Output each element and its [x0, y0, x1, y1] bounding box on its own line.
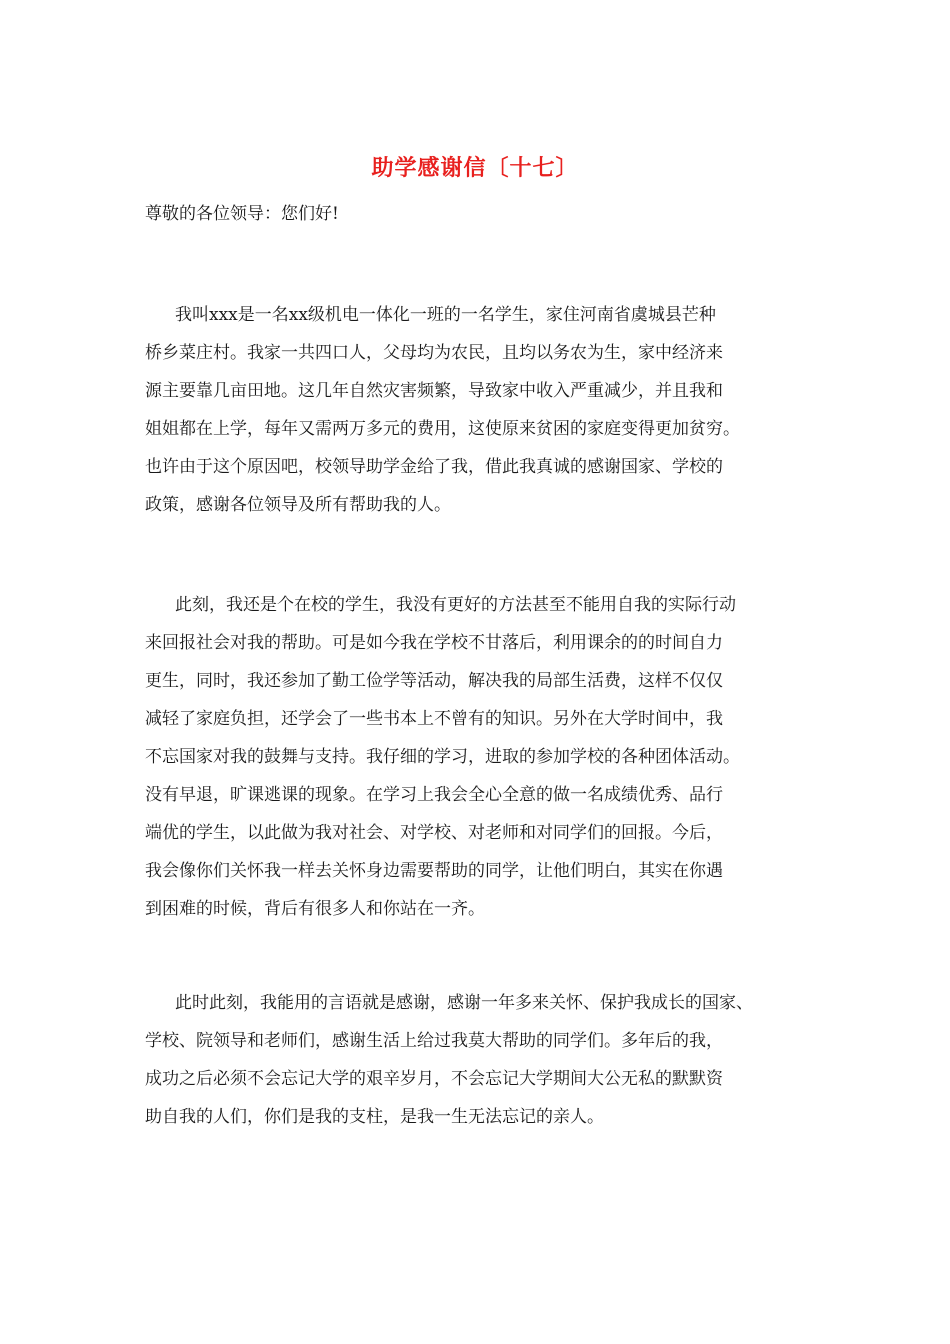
paragraph-line: 来回报社会对我的帮助。可是如今我在学校不甘落后，利用课余的的时间自力: [145, 633, 723, 653]
paragraph-line: 我叫xxx是一名xx级机电一体化一班的一名学生，家住河南省虞城县芒种: [175, 305, 716, 325]
paragraph-line: 也许由于这个原因吧，校领导助学金给了我，借此我真诚的感谢国家、学校的: [145, 457, 723, 477]
paragraph-line: 不忘国家对我的鼓舞与支持。我仔细的学习，进取的参加学校的各种团体活动。: [145, 747, 740, 767]
paragraph-2: [145, 591, 845, 933]
paragraph-line: 政策，感谢各位领导及所有帮助我的人。: [145, 495, 451, 515]
paragraph-line: 更生，同时，我还参加了勤工俭学等活动，解决我的局部生活费，这样不仅仅: [145, 671, 723, 691]
paragraph-line: 成功之后必须不会忘记大学的艰辛岁月，不会忘记大学期间大公无私的默默资: [145, 1069, 723, 1089]
paragraph-line: 学校、院领导和老师们，感谢生活上给过我莫大帮助的同学们。多年后的我，: [145, 1031, 723, 1051]
paragraph-line: 源主要靠几亩田地。这几年自然灾害频繁，导致家中收入严重减少，并且我和: [145, 381, 723, 401]
paragraph-1: [145, 301, 845, 529]
paragraph-line: 助自我的人们，你们是我的支柱，是我一生无法忘记的亲人。: [145, 1107, 604, 1127]
paragraph-line: 此刻，我还是个在校的学生，我没有更好的方法甚至不能用自我的实际行动: [175, 595, 736, 615]
paragraph-line: 端优的学生，以此做为我对社会、对学校、对老师和对同学们的回报。今后，: [145, 823, 723, 843]
document-title: 助学感谢信〔十七〕: [371, 155, 579, 181]
greeting: 尊敬的各位领导：您们好!: [145, 204, 339, 224]
paragraph-line: 到困难的时候，背后有很多人和你站在一齐。: [145, 899, 485, 919]
paragraph-line: 桥乡菜庄村。我家一共四口人，父母均为农民，且均以务农为生，家中经济来: [145, 343, 723, 363]
paragraph-line: 没有早退，旷课逃课的现象。在学习上我会全心全意的做一名成绩优秀、品行: [145, 785, 723, 805]
paragraph-3: [145, 989, 845, 1141]
paragraph-line: 我会像你们关怀我一样去关怀身边需要帮助的同学，让他们明白，其实在你遇: [145, 861, 723, 881]
paragraph-line: 减轻了家庭负担，还学会了一些书本上不曾有的知识。另外在大学时间中，我: [145, 709, 723, 729]
paragraph-line: 此时此刻，我能用的言语就是感谢，感谢一年多来关怀、保护我成长的国家、: [175, 993, 753, 1013]
paragraph-line: 姐姐都在上学，每年又需两万多元的费用，这使原来贫困的家庭变得更加贫穷。: [145, 419, 740, 439]
